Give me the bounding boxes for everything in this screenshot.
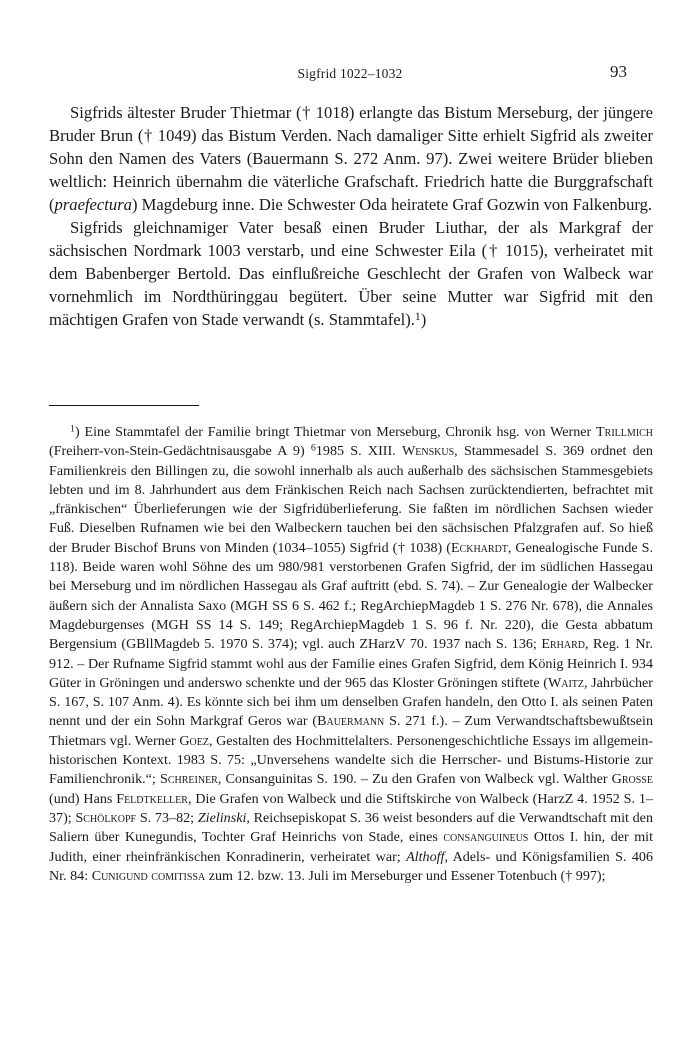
main-text <box>49 101 653 331</box>
text-run: (Freiherr-von-Stein-Gedächtnisausgabe A 9) <box>49 443 311 460</box>
text-run: , Reichsepiskopat S. 36 weist besonders auf die Verwandtschaft mit den Saliern über Kunegundis, Tochter Graf Heinrichs von Stade, eines <box>49 809 653 846</box>
author-name: Cunigund comitissa <box>91 867 206 884</box>
text-run: , Gestalten des Hochmittelalters. Personengeschichtliche Essays im allgemein-historischen Kontext. 1983 S. 75: „Unversehens wandelte sich die Herrscher- und Bistums-Historie zur Familienchronik.“; <box>49 732 654 788</box>
text-run: (und) Hans <box>49 790 117 807</box>
paragraph <box>49 216 653 331</box>
text-run: S. 271 f.). – Zum Verwandtschaftsbewußtsein Thietmars vgl. Werner <box>49 713 653 749</box>
author-name: consanguineus <box>443 829 529 846</box>
text-run: 1985 S. XIII. <box>315 443 402 460</box>
italic-term: Althoff <box>406 848 445 865</box>
text-run: , Consanguinitas S. 190. – Zu den Grafen von Walbeck vgl. Walther <box>217 771 612 788</box>
text-run: Sigfrids ältester Bruder Thietmar († 1018) erlangte das Bistum Merseburg, der jüngere Bruder Brun († 1049) das Bistum Verden. Nach damaliger Sitte erhielt Sigfrid als zweiter Sohn den Namen des Vaters (Bauermann S. 272 Anm. 97). Zwei weitere Brüder blieben weltlich: Heinrich übernahm die väterliche Grafschaft. Friedrich hatte die Burggrafschaft ( <box>49 103 653 215</box>
author-name: Bauermann <box>317 713 385 730</box>
author-name: Feldtkeller <box>116 790 188 807</box>
author-name: Eckhardt <box>450 539 508 556</box>
italic-term: Zielinski <box>197 809 247 826</box>
text-run: Sigfrids gleichnamiger Vater besaß einen Bruder Liuthar, der als Markgraf der sächsischen Nordmark 1003 verstarb, und eine Schwester Eila († 1015), verheiratet mit dem Babenberger Bertold. Das einflußreiche Geschlecht der Grafen von Walbeck war vornehmlich im Nordthüringgau begütert. Über seine Mutter war Sigfrid mit den mächtigen Grafen von Stade verwandt (s. Stammtafel). <box>49 218 653 330</box>
text-run: Ottos I. hin, der mit Judith, einer rheinfränkischen Konradinerin, verheiratet war; <box>49 829 653 865</box>
author-name: Trillmich <box>596 424 653 440</box>
italic-term: praefectura <box>54 195 132 215</box>
footnote-marker: 1 <box>70 423 75 435</box>
edition-number: 6 <box>310 442 316 454</box>
footnote-reference[interactable]: 1 <box>414 310 421 324</box>
footnote-marker-close: ) <box>74 424 80 440</box>
text-run: , Genealogische Funde S. 118). Beide waren wohl Söhne des um 980/981 verstorbenen Grafen Sigfrid, der im südlichen Hassegau bei Merseburg und im nördlichen Hassegau als Graf auftritt (ebd. S. 74). – Zur Genealogie der Walbecker äußern sich der Annalista Saxo (MGH SS 6 S. 462 f.; RegArchiepMagdeb 1 S. 276 Nr. 678), die Annales Magdeburgenses (MGH SS 14 S. 149; RegArchiepMagdeb 1 S. 96 f. Nr. 220), die Gesta abbatum Bergensium (GBllMagdeb 5. 1970 S. 374); vgl. auch ZHarzV 70. 1937 nach S. 136; <box>49 539 654 653</box>
author-name: Schreiner <box>160 771 218 788</box>
text-run: , Stammesadel S. 369 ordnet den Familienkreis den Billingen zu, die sowohl innerhalb als auch außerhalb des sächsischen Stammesgebiets lebten und im 8. Jahrhundert aus dem Fränkischen Reich nach Sachsen zurücktendierten, befrachtet mit „fränkischen“ Überlieferungen wie der Sigfridüberlieferung. Sie faßten im nördlichen Sachsen wieder Fuß. Dieselben Rufnamen wie bei den Walbeckern tauchen bei den sächsischen Pfalzgrafen auf. So hieß der Bruder Bischof Bruns von Minden (1034–1055) Sigfrid († 1038) ( <box>49 443 653 556</box>
page-number: 93 <box>610 62 627 81</box>
footnote <box>49 423 653 886</box>
footnote-separator <box>49 405 199 406</box>
text-run: Eine Stammtafel der Familie bringt Thietmar von Merseburg, Chronik hsg. von Werner <box>79 424 597 440</box>
paragraph <box>49 101 653 216</box>
text-run: , Adels- und Königsfamilien S. 406 Nr. 84: <box>49 848 653 884</box>
text-run: zum 12. bzw. 13. Juli im Merseburger und Essener Totenbuch († 997); <box>205 867 606 884</box>
text-run: , Jahrbücher S. 167, S. 107 Anm. 4). Es könnte sich bei ihm um denselben Grafen handeln, den Otto I. als seinen Paten nennt und der ein Sohn Markgraf Geros war ( <box>49 674 654 730</box>
author-name: Grosse <box>611 771 653 788</box>
text-run: ) <box>420 310 427 330</box>
author-name: Erhard <box>541 636 585 653</box>
author-name: Goez <box>179 732 209 749</box>
text-run: , Reg. 1 Nr. 912. – Der Rufname Sigfrid stammt wohl aus der Familie eines Grafen Sigfrid, dem König Heinrich I. 934 Güter in Gröningen und anderswo schenkte und der 965 das Kloster Gröningen stiftete ( <box>49 636 653 691</box>
text-run: , Die Grafen von Walbeck und die Stiftskirche von Walbeck (HarzZ 4. 1952 S. 1–37); <box>49 790 653 826</box>
author-name: Wenskus <box>401 443 455 460</box>
text-run: S. 73–82; <box>136 809 198 826</box>
author-name: Waitz <box>547 674 585 691</box>
running-head: Sigfrid 1022–1032 <box>297 66 403 81</box>
author-name: Schölkopf <box>75 809 137 826</box>
footnote-paragraph <box>49 423 653 886</box>
text-run: ) Magdeburg inne. Die Schwester Oda heiratete Graf Gozwin von Falkenburg. <box>131 195 653 215</box>
